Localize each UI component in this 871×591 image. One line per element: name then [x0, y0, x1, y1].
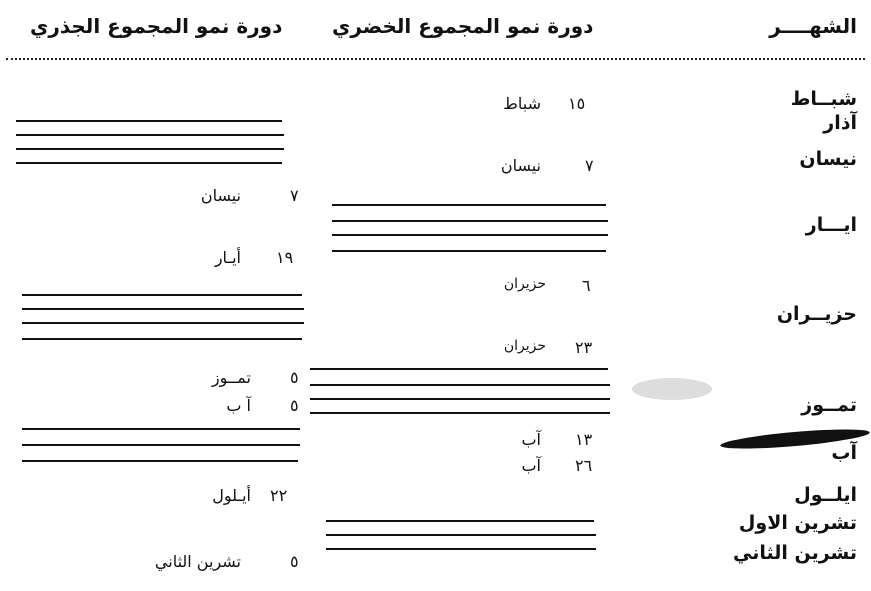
- root-day: ٢٢: [270, 486, 288, 505]
- leaf-month: حزيران: [503, 338, 546, 354]
- month-haziran: حزيــران: [776, 303, 857, 325]
- leaf-bar: [310, 412, 610, 414]
- leaf-bar: [332, 220, 608, 222]
- root-month: تشرين الثاني: [154, 552, 241, 571]
- leaf-bar: [310, 398, 610, 400]
- leaf-month: شباط: [503, 94, 541, 113]
- root-month: أيـلول: [212, 486, 251, 505]
- root-day: ٧: [290, 186, 299, 205]
- root-bar: [16, 162, 282, 164]
- month-aylul: ايلــول: [794, 484, 857, 506]
- leaf-month: حزيران: [503, 276, 546, 292]
- month-tishrin-thani: تشرين الثاني: [732, 542, 857, 564]
- root-bar: [16, 134, 284, 136]
- leaf-bar: [310, 368, 608, 370]
- root-bar: [16, 148, 284, 150]
- leaf-bar: [326, 520, 594, 522]
- month-aab: آب: [831, 442, 857, 464]
- leaf-bar: [332, 250, 606, 252]
- root-day: ١٩: [276, 248, 294, 267]
- root-bar: [22, 428, 300, 430]
- leaf-day: ٢٣: [575, 338, 593, 357]
- root-bar: [22, 294, 302, 296]
- leaf-bar: [332, 234, 608, 236]
- leaf-day: ٢٦: [575, 456, 593, 475]
- root-bar: [22, 322, 304, 324]
- root-day: ٥: [290, 552, 299, 571]
- leaf-day: ١٥: [568, 94, 586, 113]
- header-month: الشهــــر: [769, 14, 857, 38]
- leaf-bar: [310, 384, 610, 386]
- month-ayyar: ايـــار: [805, 214, 857, 236]
- month-shubat: شبــاط: [790, 88, 857, 110]
- leaf-bar: [326, 548, 596, 550]
- month-adhar: آذار: [823, 112, 857, 134]
- root-day: ٥: [290, 396, 299, 415]
- gray-smudge: [632, 378, 712, 400]
- leaf-day: ٦: [582, 276, 591, 295]
- leaf-month: آب: [521, 456, 541, 475]
- leaf-bar: [326, 534, 596, 536]
- root-bar: [22, 308, 304, 310]
- leaf-month: آب: [521, 430, 541, 449]
- month-tishrin-awwal: تشرين الاول: [738, 512, 857, 534]
- root-day: ٥: [290, 368, 299, 387]
- leaf-day: ١٣: [575, 430, 593, 449]
- leaf-month: نيسان: [500, 156, 541, 175]
- root-bar: [22, 338, 302, 340]
- leaf-day: ٧: [585, 156, 594, 175]
- root-month: تمــوز: [211, 368, 251, 387]
- root-month: نيسان: [200, 186, 241, 205]
- header-divider: [6, 58, 865, 60]
- root-bar: [22, 444, 300, 446]
- root-month: آ ب: [226, 396, 251, 415]
- root-bar: [16, 120, 282, 122]
- leaf-bar: [332, 204, 606, 206]
- month-tammuz: تمــوز: [801, 394, 857, 416]
- month-nisan: نيسان: [799, 148, 857, 170]
- header-root-cycle: دورة نمو المجموع الجذري: [30, 14, 283, 38]
- header-leaf-cycle: دورة نمو المجموع الخضري: [332, 14, 594, 38]
- root-bar: [22, 460, 298, 462]
- root-month: أيـار: [214, 248, 241, 267]
